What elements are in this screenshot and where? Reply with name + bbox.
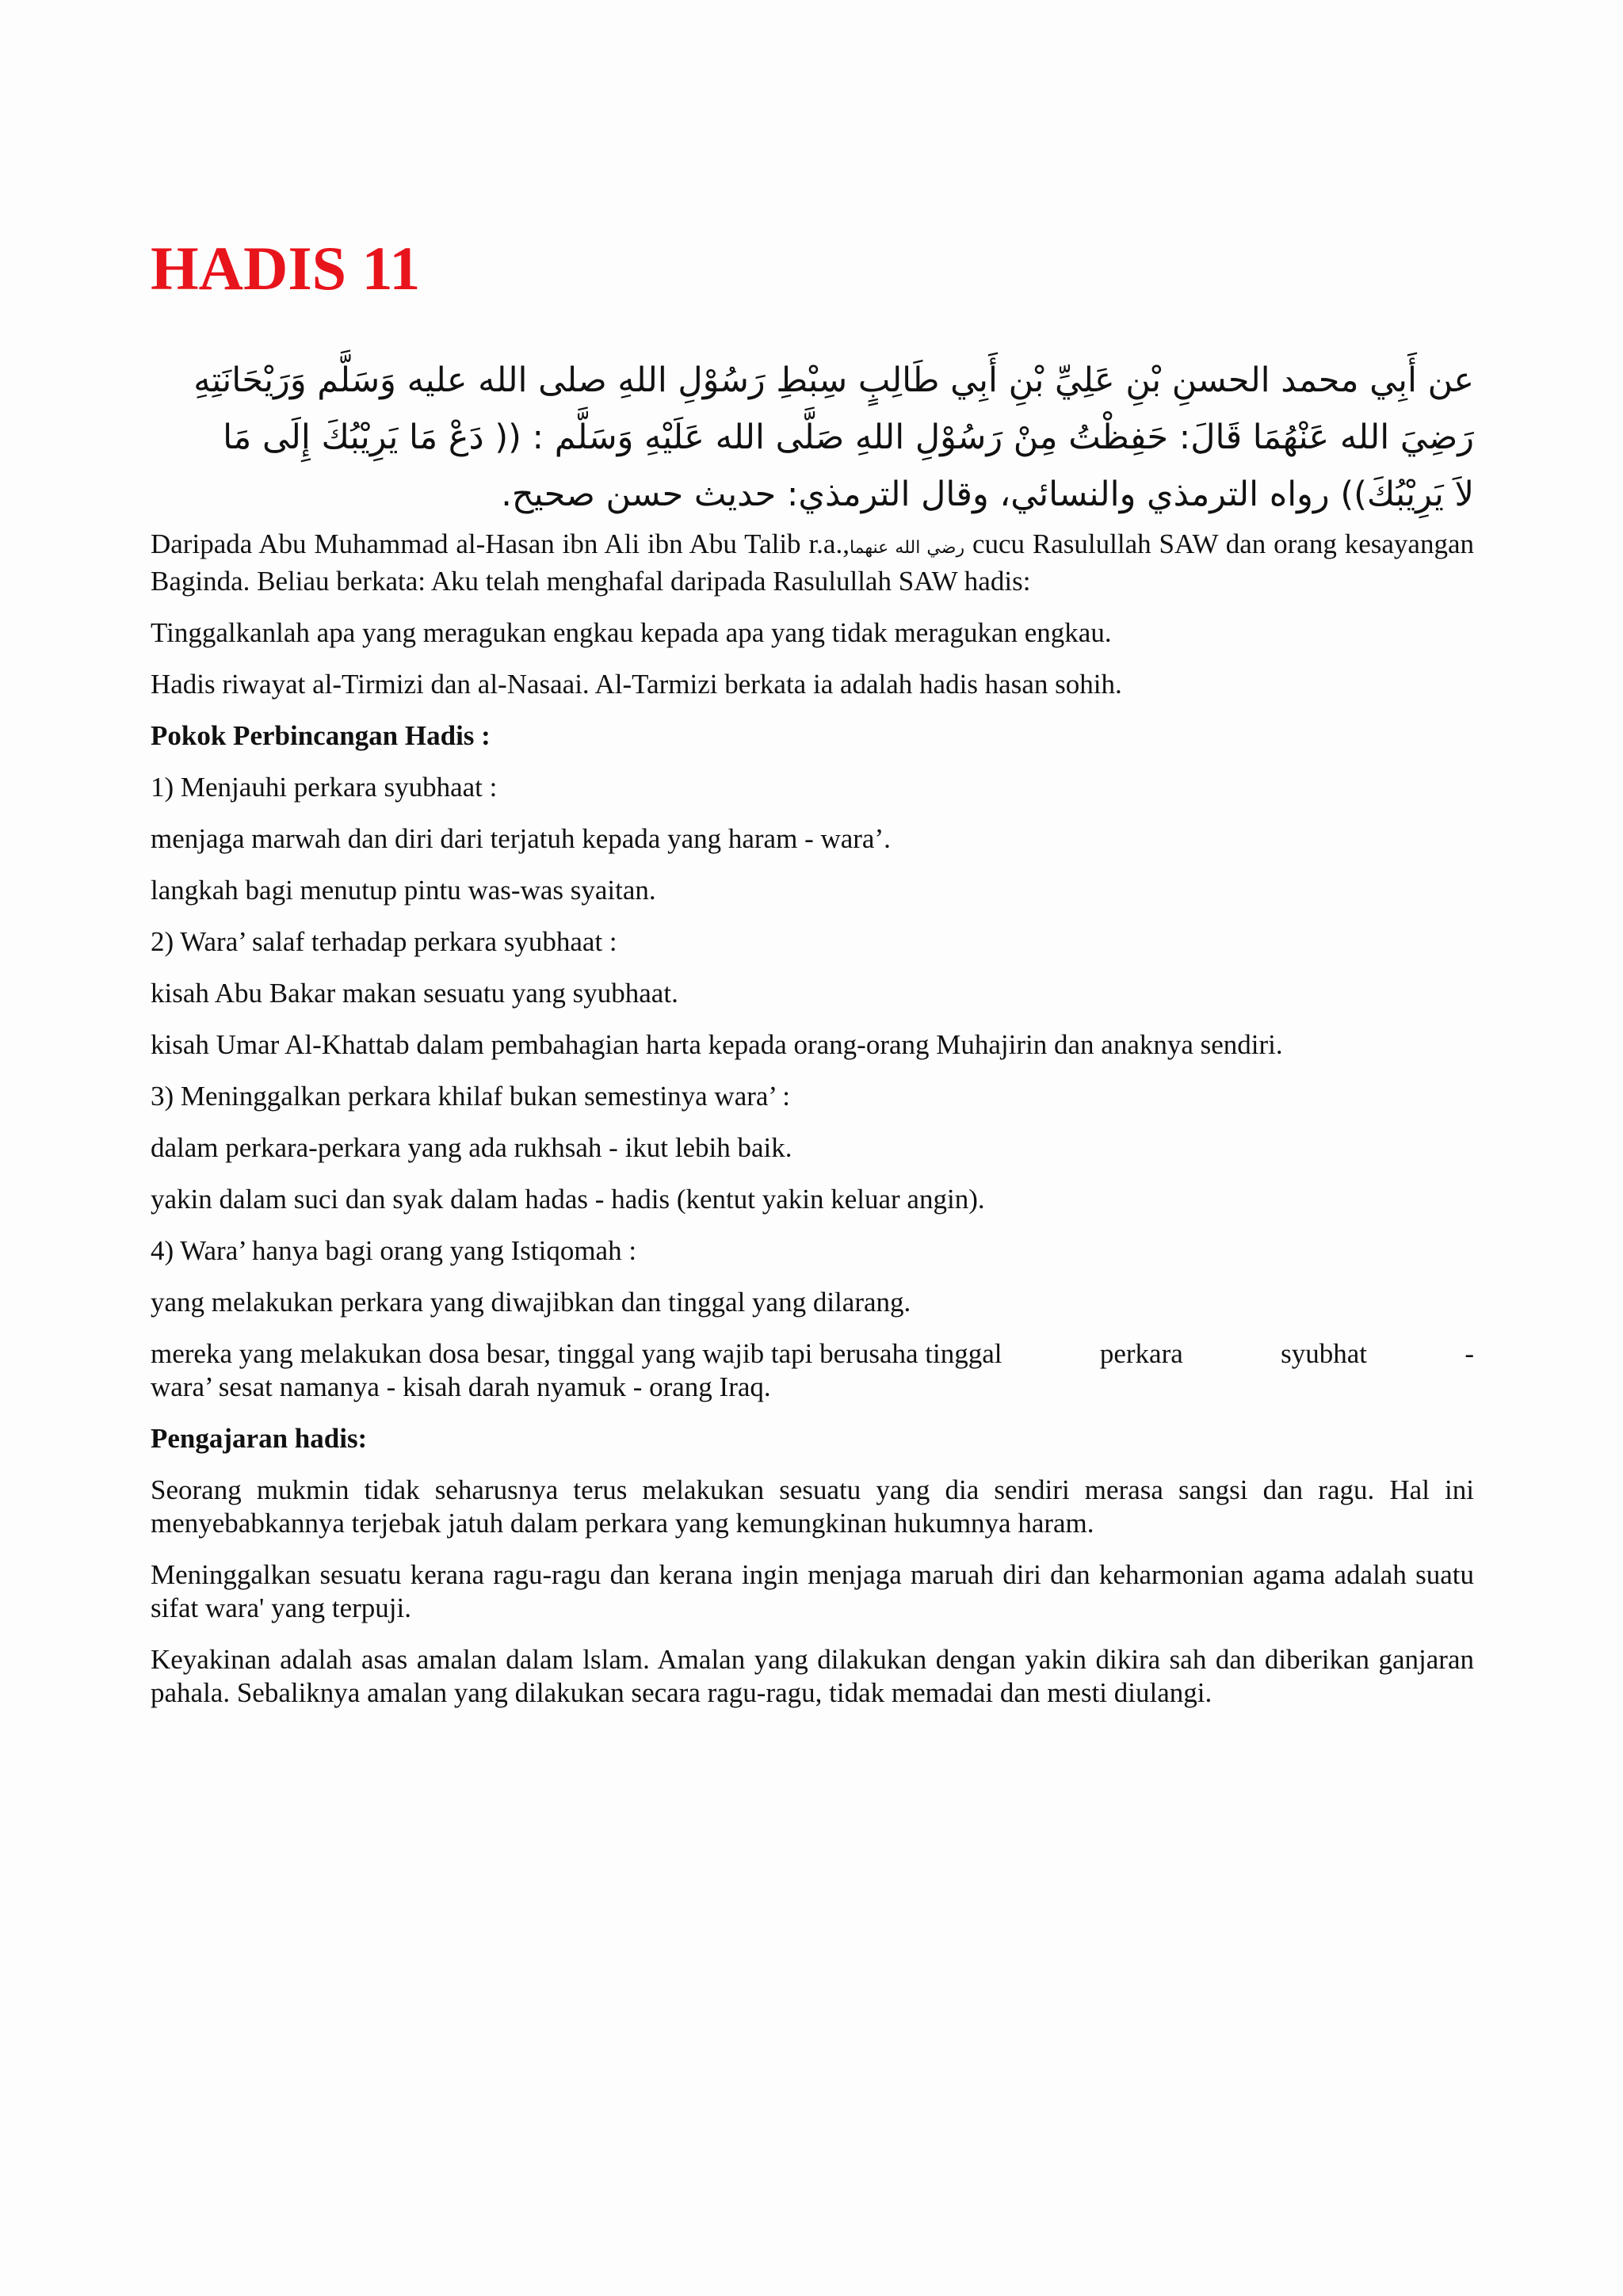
point-item: yakin dalam suci dan syak dalam hadas - hadis (kentut yakin keluar angin). [151, 1184, 985, 1215]
point-item: kisah Umar Al-Khattab dalam pembahagian harta kepada orang-orang Muhajirin dan anaknya sendiri. [151, 1029, 1283, 1060]
translation-text: Daripada Abu Muhammad al-Hasan ibn Ali ibn Abu Talib r.a., [151, 528, 850, 559]
arabic-line: عن أَبِي محمد الحسنِ بْنِ عَلِيِّ بْنِ أَبِي طَالِبٍ سِبْطِ رَسُوْلِ اللهِ صلى الله عليه وَسَلَّم وَرَيْحَانَتِهِ [193, 360, 1474, 400]
point-item: menjaga marwah dan diri dari terjatuh kepada yang haram - wara’. [151, 823, 891, 854]
point-heading: 3) Meninggalkan perkara khilaf bukan semestinya wara’ : [151, 1081, 790, 1112]
arabic-hadith-text [151, 352, 1474, 523]
point-item-line [151, 1337, 1474, 1371]
arabic-inline-text: رضي الله عنهما [849, 538, 965, 558]
narration-note: Hadis riwayat al-Tirmizi dan al-Nasaai. Al-Tarmizi berkata ia adalah hadis hasan sohih. [151, 669, 1122, 700]
lesson-paragraph: Meninggalkan sesuatu kerana ragu-ragu dan kerana ingin menjaga maruah diri dan keharmonian agama adalah suatu sifat wara' yang terpuji. [151, 1559, 1474, 1623]
point-item: kisah Abu Bakar makan sesuatu yang syubhaat. [151, 978, 678, 1009]
point-item-text: syubhat [1281, 1338, 1367, 1369]
point-heading: 1) Menjauhi perkara syubhaat : [151, 772, 498, 803]
point-item-text: - [1465, 1338, 1474, 1369]
point-item-text: mereka yang melakukan dosa besar, tinggal yang wajib tapi berusaha tinggal [151, 1338, 1002, 1369]
point-item-multiline [151, 1337, 1474, 1404]
section-heading-pokok: Pokok Perbincangan Hadis : [151, 720, 491, 751]
arabic-line: رَضِيَ الله عَنْهُمَا قَالَ: حَفِظْتُ مِنْ رَسُوْلِ اللهِ صَلَّى الله عَلَيْهِ وَسَلَّم : (( دَعْ مَا يَرِيْبُكَ إِلَى مَا [223, 418, 1474, 457]
point-item-line: wara’ sesat namanya - kisah darah nyamuk - orang Iraq. [151, 1371, 771, 1402]
point-item-text: perkara [1099, 1338, 1183, 1369]
point-item: yang melakukan perkara yang diwajibkan dan tinggal yang dilarang. [151, 1287, 911, 1318]
page-title: HADIS 11 [151, 234, 421, 303]
hadith-meaning: Tinggalkanlah apa yang meragukan engkau kepada apa yang tidak meragukan engkau. [151, 617, 1112, 648]
point-heading: 2) Wara’ salaf terhadap perkara syubhaat : [151, 926, 617, 957]
point-heading: 4) Wara’ hanya bagi orang yang Istiqomah : [151, 1235, 637, 1266]
point-item: langkah bagi menutup pintu was-was syaitan. [151, 875, 656, 906]
document-content [151, 234, 1474, 1710]
section-heading-pengajaran: Pengajaran hadis: [151, 1423, 368, 1454]
translation-text: cucu Rasulullah SAW dan orang kesayangan Baginda. Beliau berkata: Aku telah menghafal daripada Rasulullah SAW hadis: [151, 528, 1474, 597]
translation-paragraph [151, 528, 1474, 598]
arabic-line: لاَ يَرِيْبُكَ)) رواه الترمذي والنسائي، وقال الترمذي: حديث حسن صحيح. [501, 475, 1474, 514]
lesson-paragraph: Keyakinan adalah asas amalan dalam lslam. Amalan yang dilakukan dengan yakin dikira sah dan diberikan ganjaran pahala. Sebaliknya amalan yang dilakukan secara ragu-ragu, tidak memadai dan mesti diulangi. [151, 1644, 1474, 1708]
point-item: dalam perkara-perkara yang ada rukhsah - ikut lebih baik. [151, 1132, 792, 1163]
lesson-paragraph: Seorang mukmin tidak seharusnya terus melakukan sesuatu yang dia sendiri merasa sangsi dan ragu. Hal ini menyebabkannya terjebak jatuh dalam perkara yang kemungkinan hukumnya haram. [151, 1474, 1474, 1539]
